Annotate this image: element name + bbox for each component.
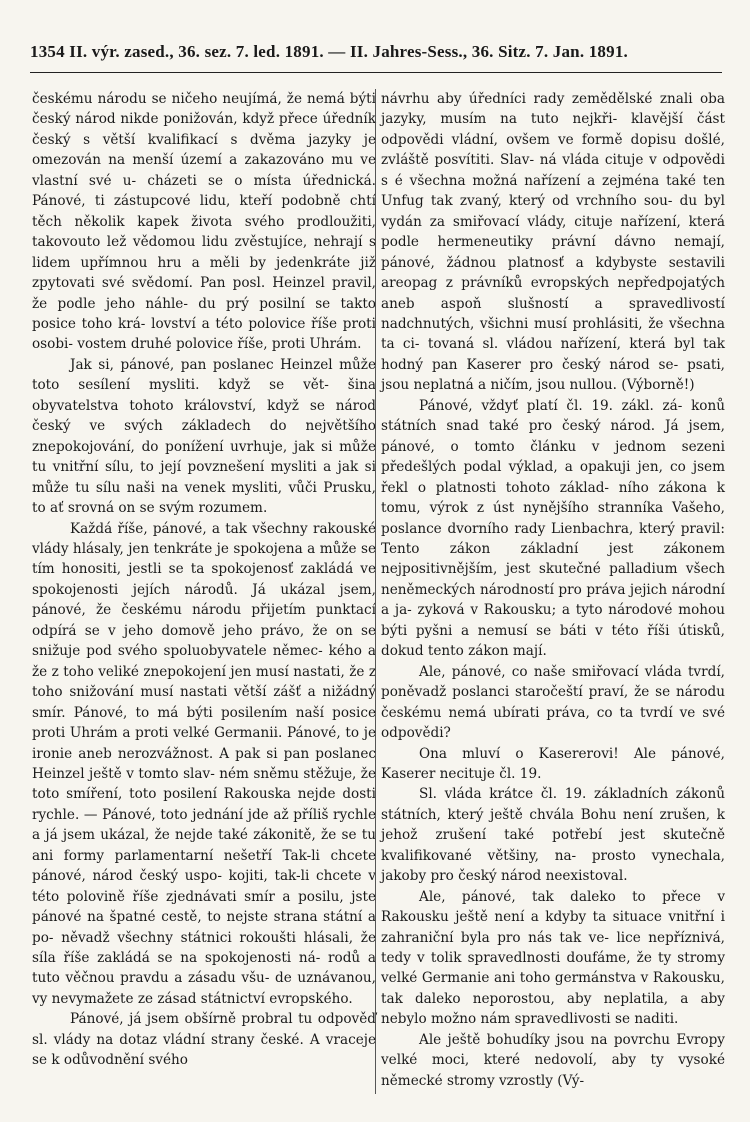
right-column <box>381 89 725 1091</box>
paragraph: Sl. vláda krátce čl. 19. základních zákonů státních, který ještě chvála Bohu není zrušen, k jehož zrušení také potřebí jest skutečně kvalifikované většiny, na- prosto vynechala, jakoby pro český národ neexistoval. <box>381 786 725 885</box>
paragraph: Ale, pánové, tak daleko to přece v Rakousku ještě není a kdyby ta situace vnitřní i zahraniční byla pro nás tak ve- lice nepříznivá, tedy v tolik spravedlnosti doufáme, že ty stromy velké Germanie ani toho germánstva v Rakousku, tak daleko neporostou, aby neplatila, a aby nebylo možno nám spravedlivosti se naditi. <box>381 888 725 1028</box>
column-divider <box>375 89 376 1094</box>
paragraph: Jak si, pánové, pan poslanec Heinzel může toto sesílení mysliti. když se vět- šina obyvatelstva tohoto království, když se národ český ve svých základech do největšího znepokojování, do ponížení uvrhuje, jak si může tu vnitřní sílu, to její povznešení mysliti a jak si může tu sílu naši na venek mysliti, vůči Prusku, to ať srovná on se svým rozumem. <box>32 356 376 517</box>
paragraph: českému národu se ničeho neujímá, že nemá býti český národ nikde ponižován, když přece úředník český s větší kvalifikací s dvěma jazyky je omezován na menší území a zakazováno mu ve vlastní své u- cházeti se o místa úřednická. Pánové, ti zástupcové lidu, kteří podobně chtí těch několik kapek života svého prodloužiti, takovouto lež vědomou lidu zvěstujíce, nehrají s lidem upřímnou hru a měli by jedenkráte již zpytovati své svědomí. Pan posl. Heinzel pravil, že podle jeho náhle- du prý posilní se takto posice toho krá- lovství a této polovice říše proti osobi- vostem druhé polovice říše, proti Uhrám. <box>32 91 376 353</box>
paragraph: Ale ještě bohudíky jsou na povrchu Evropy velké moci, které nedovolí, aby ty vysoké německé stromy vzrostly (Vý- <box>381 1031 725 1089</box>
paragraph: Pánové, já jsem obšírně probral tu odpověď sl. vlády na dotaz vládní strany české. A vraceje se k odůvodnění svého <box>32 1011 376 1069</box>
header-divider <box>30 72 722 73</box>
paragraph: Ona mluví o Kasererovi! Ale pánové, Kaserer necituje čl. 19. <box>381 745 725 782</box>
paragraph: návrhu aby úředníci rady zemědělské znali oba jazyky, musím na tuto nejkři- klavější část odpovědi vládní, ovšem ve formě dopisu došlé, zvláště posvítiti. Slav- ná vláda cituje v odpovědi s é všechna možná nařízení a zejména také ten Unfug tak zvaný, který od vrchního sou- du byl vydán za smiřovací vlády, cituje nařízení, která podle hermeneutiky právní dávno nemají, pánové, žádnou platnosť a kdybyste sestavili areopag z právníků evropských nepředpojatých aneb aspoň slušností a spravedlivostí nadchnutých, všichni musí prohlásiti, že všechna ta ci- tovaná sl. vládou nařízení, která byl tak hodný pan Kaserer pro český národ se- psati, jsou neplatná a ničím, jsou nullou. (Výborně!) <box>381 91 725 394</box>
left-column <box>32 89 376 1071</box>
paragraph: Každá říše, pánové, a tak všechny rakouské vlády hlásaly, jen tenkráte je spokojena a může se tím honositi, jestli se ta spokojenosť zakládá ve spokojenosti jejích národů. Já ukázal jsem, pánové, že českému národu přijetím punktací odpírá se v jeho domově jeho právo, že on se snižuje pod svého spoluobyvatele němec- kého a že z toho veliké znepokojení jen musí nastati, že z toho snižování musí nastati větší zášť a nižádný smír. Pánové, to má býti posilením naší posice proti Uhrám a proti velké Germanii. Pánové, to je ironie aneb nerozvážnost. A pak si pan poslanec Heinzel ještě v tomto slav- ném sněmu stěžuje, že toto smíření, toto posilení Rakouska nejde dosti rychle. — Pánové, toto jednání jde až příliš rychle a já jsem ukázal, že nejde také zákonitě, že se tu ani formy parlamentarní nešetří Tak-li chcete pánové, národ český uspo- kojiti, tak-li chcete v této polovině říše zjednávati smír a posilu, jste pánové na špatné cestě, to nejste strana státní a po- něvadž všechny státnici rokoušti hlásali, že síla říše zakládá se na spokojenosti ná- rodů a tuto věčnou pravdu a zásadu všu- de uznávanou, vy nevymažete ze zásad státnictví evropského. <box>32 520 376 1007</box>
page-header: 1354 II. výr. zased., 36. sez. 7. led. 1891. — II. Jahres-Sess., 36. Sitz. 7. Jan. 1891. <box>30 42 628 61</box>
paragraph: Ale, pánové, co naše smiřovací vláda tvrdí, poněvadž poslanci staročeští praví, že se národu českému nemá ubírati práva, co ta tvrdí ve své odpovědi? <box>381 663 725 742</box>
paragraph: Pánové, vždyť platí čl. 19. zákl. zá- konů státních snad také pro český národ. Já jsem, pánové, o tomto článku v jednom sezeni předešlých podal výklad, a opakuji jen, co jsem řekl o platnosti tohoto základ- ního zákona k tomu, výrok z úst nynějšího stranníka Vašeho, poslance dvorního rady Lienbachra, který pravil: Tento zákon základní jest zákonem nejpositivnějším, jest skutečné palladium všech neněmeckých národností pro práva jejich národní a ja- zyková v Rakousku; a tyto národové mohou býti pyšni a nemusí se báti v této říši útisků, dokud tento zákon mají. <box>381 397 725 660</box>
